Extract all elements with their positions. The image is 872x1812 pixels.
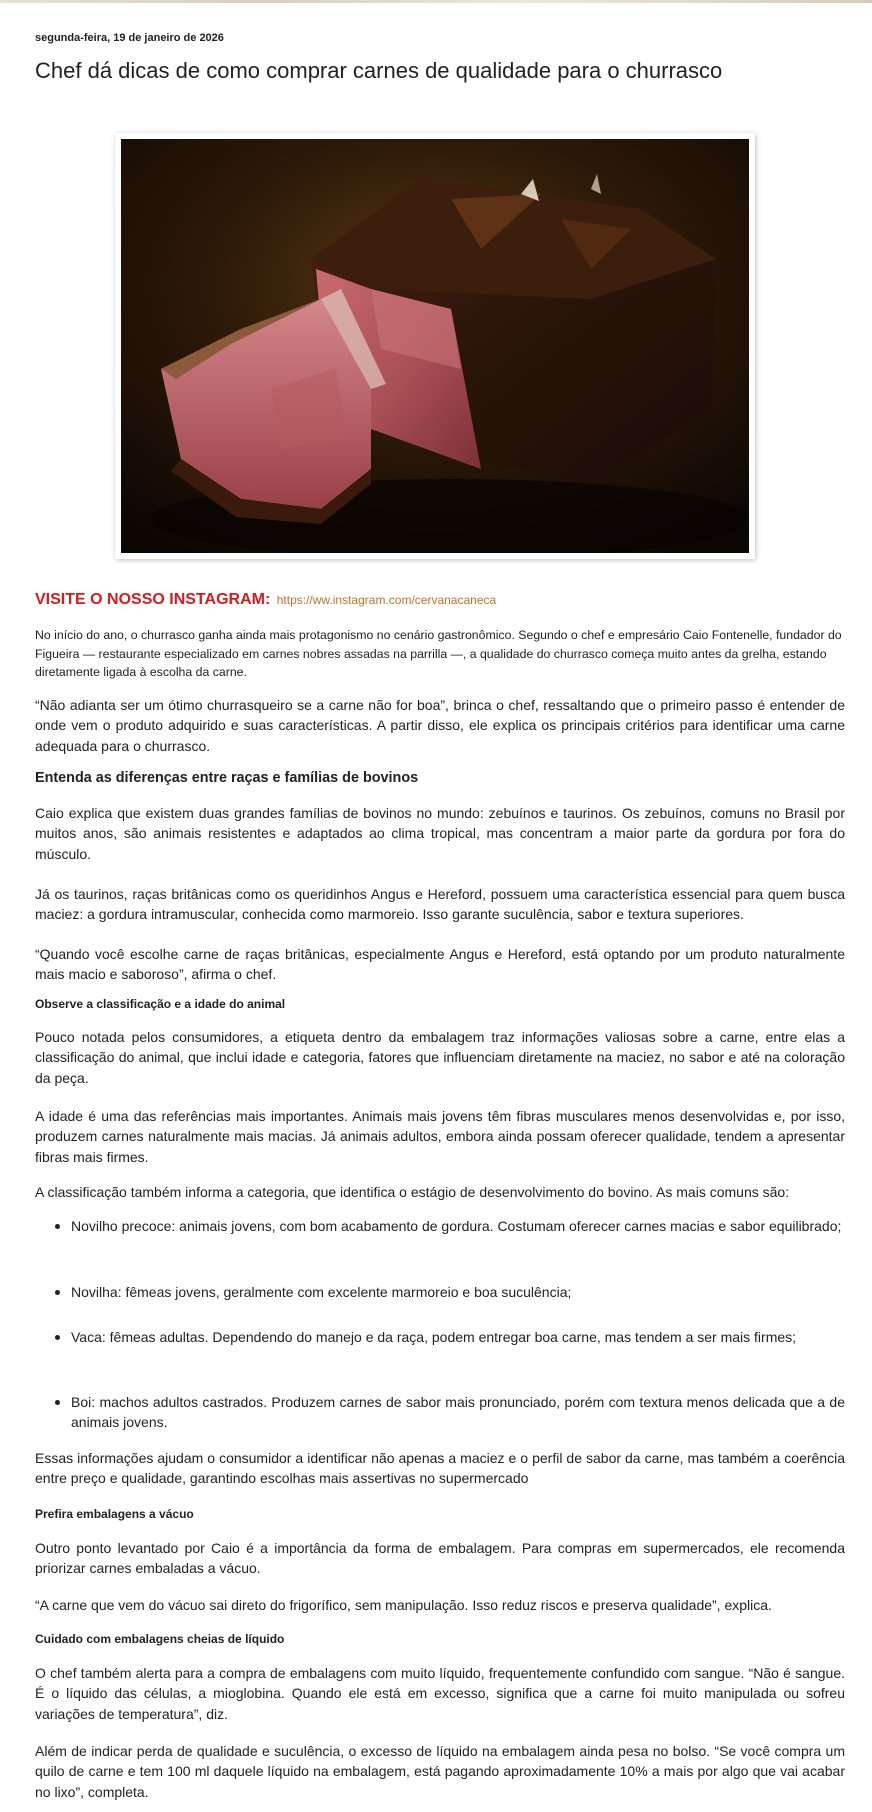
paragraph-12: Além de indicar perda de qualidade e suculência, o excesso de líquido na embalagem ainda pesa no bolso. “Se você compra um quilo de carne e tem 100 ml daquele líquido na embalagem, está pagando aproximadamente 10% a mais por algo que vai acabar no lixo”, completa. bbox=[35, 1743, 845, 1800]
paragraph-9: Outro ponto levantado por Caio é a importância da forma de embalagem. Para compras em supermercados, ele recomenda priorizar carnes embaladas a vácuo. bbox=[35, 1540, 845, 1577]
heading-vacuo: Prefira embalagens a vácuo bbox=[35, 1507, 194, 1521]
paragraph-1: “Não adianta ser um ótimo churrasqueiro se a carne não for boa”, brinca o chef, ressaltando que o primeiro passo é entender de onde vem o produto adquirido e suas características. A partir disso, ele explica os principais critérios para identificar uma carne adequada para o churrasco. bbox=[35, 697, 845, 754]
paragraph-2: Caio explica que existem duas grandes famílias de bovinos no mundo: zebuínos e taurinos. Os zebuínos, comuns no Brasil por muitos anos, são animais resistentes e adaptados ao clima tropical, mas concentram a maior parte da gordura por fora do músculo. bbox=[35, 805, 845, 862]
paragraph-7: A classificação também informa a categoria, que identifica o estágio de desenvolvimento do bovino. As mais comuns são: bbox=[35, 1184, 790, 1200]
heading-racas: Entenda as diferenças entre raças e famílias de bovinos bbox=[35, 770, 419, 786]
heading-liquido: Cuidado com embalagens cheias de líquido bbox=[35, 1632, 285, 1646]
heading-classificacao: Observe a classificação e a idade do animal bbox=[35, 997, 286, 1011]
steak-photo bbox=[121, 139, 749, 553]
intro-paragraph: No início do ano, o churrasco ganha ainda mais protagonismo no cenário gastronômico. Segundo o chef e empresário Caio Fontenelle, fundador do Figueira — restaurante especializado em carnes nobres assadas na parrilla —, a qualidade do churrasco começa muito antes da grelha, estando diretamente ligada à escolha da carne. bbox=[35, 628, 842, 680]
paragraph-6: A idade é uma das referências mais importantes. Animais mais jovens têm fibras musculares menos desenvolvidas e, por isso, produzem carnes naturalmente mais macias. Já animais adultos, embora ainda possam oferecer qualidade, tendem a apresentar fibras mais firmes. bbox=[35, 1108, 845, 1165]
post-title: Chef dá dicas de como comprar carnes de qualidade para o churrasco bbox=[35, 58, 723, 83]
paragraph-4: “Quando você escolhe carne de raças britânicas, especialmente Angus e Hereford, está optando por um produto naturalmente mais macio e saboroso”, afirma o chef. bbox=[35, 946, 845, 983]
post-image-frame[interactable] bbox=[115, 133, 755, 559]
top-decorative-strip bbox=[0, 0, 872, 3]
paragraph-10: “A carne que vem do vácuo sai direto do frigorífico, sem manipulação. Isso reduz riscos e preserva qualidade”, explica. bbox=[35, 1597, 772, 1613]
paragraph-8: Essas informações ajudam o consumidor a identificar não apenas a maciez e o perfil de sabor da carne, mas também a coerência entre preço e qualidade, garantindo escolhas mais assertivas no supermercado bbox=[35, 1450, 845, 1487]
list-item-boi: Boi: machos adultos castrados. Produzem carnes de sabor mais pronunciado, porém com textura menos delicada que a de animais jovens. bbox=[71, 1392, 845, 1433]
instagram-link[interactable]: https://ww.instagram.com/cervanacaneca bbox=[276, 593, 497, 607]
paragraph-11: O chef também alerta para a compra de embalagens com muito líquido, frequentemente confundido com sangue. “Não é sangue. É o líquido das células, a mioglobina. Quando ele está em excesso, significa que a carne foi muito manipulada ou sofreu variações de temperatura”, diz. bbox=[35, 1665, 845, 1722]
list-item-novilho: Novilho precoce: animais jovens, com bom acabamento de gordura. Costumam oferecer carnes macias e sabor equilibrado; bbox=[71, 1216, 845, 1236]
paragraph-3: Já os taurinos, raças britânicas como os queridinhos Angus e Hereford, possuem uma característica essencial para quem busca maciez: a gordura intramuscular, conhecida como marmoreio. Isso garante suculência, sabor e textura superiores. bbox=[35, 886, 845, 923]
post-date: segunda-feira, 19 de janeiro de 2026 bbox=[35, 32, 224, 44]
instagram-promo-label: VISITE O NOSSO INSTAGRAM: bbox=[35, 591, 271, 608]
instagram-promo bbox=[35, 591, 496, 609]
paragraph-5: Pouco notada pelos consumidores, a etiqueta dentro da embalagem traz informações valiosas sobre a carne, entre elas a classificação do animal, que inclui idade e categoria, fatores que influenciam diretamente na maciez, no sabor e até na coloração da peça. bbox=[35, 1029, 845, 1086]
list-item-vaca: Vaca: fêmeas adultas. Dependendo do manejo e da raça, podem entregar boa carne, mas tendem a ser mais firmes; bbox=[71, 1327, 845, 1347]
list-item-novilha: Novilha: fêmeas jovens, geralmente com excelente marmoreio e boa suculência; bbox=[71, 1282, 845, 1302]
